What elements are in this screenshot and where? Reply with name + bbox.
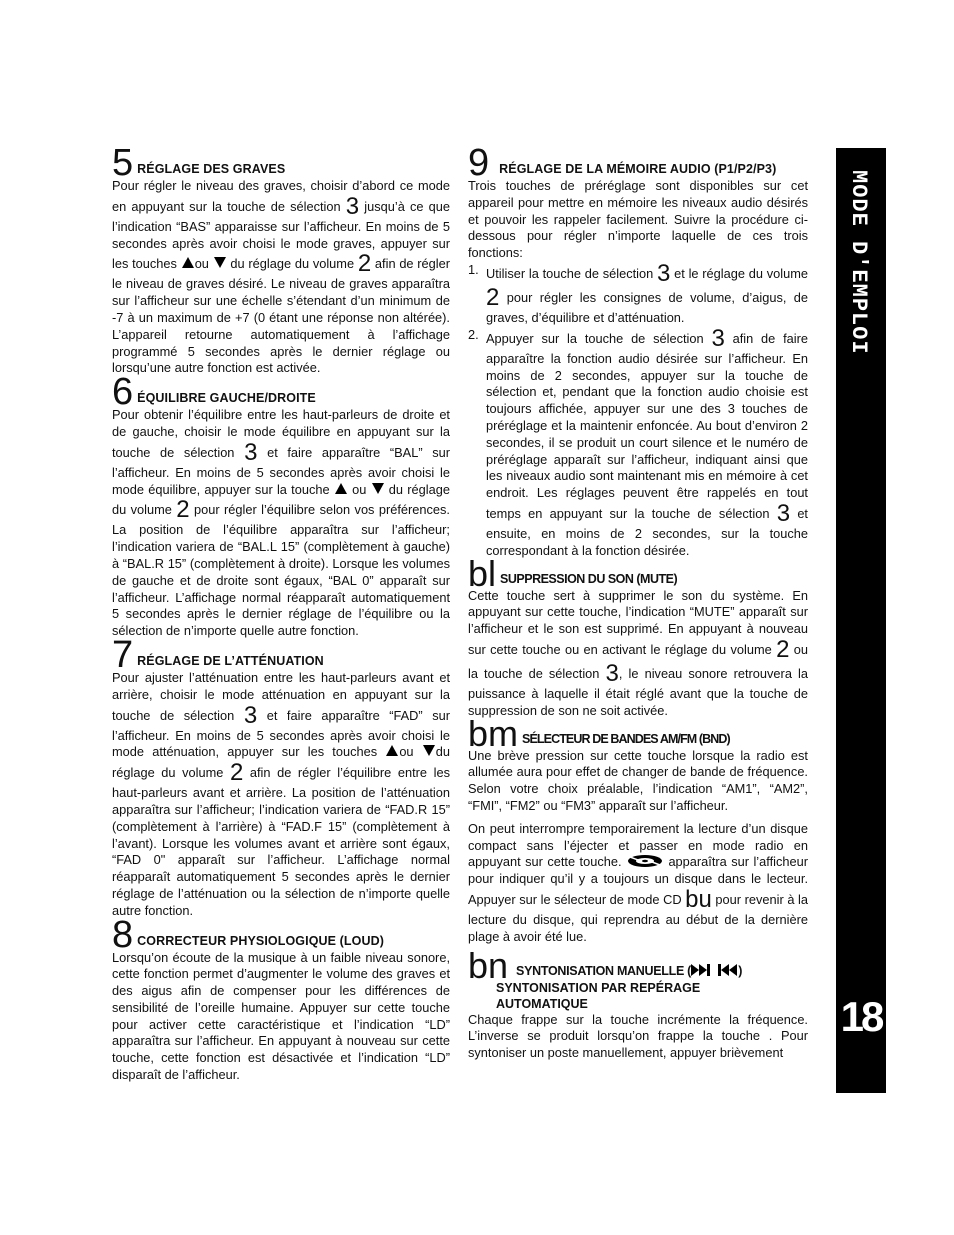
select-key-ref: 3: [657, 259, 671, 287]
volume-key-ref: 2: [486, 283, 500, 311]
section-body: Pour obtenir l’équilibre entre les haut-parleurs de droite et de gauche, choisir le mode équilibre en appuyant sur la touche de sélection 3 et faire apparaître “BAL” sur l’afficheur. En moins de 5 secondes après avoir choisi le mode équilibre, appuyer sur la touche ou du réglage du volume 2 pour régler l’équilibre selon vos préférences. La position de l’équilibre apparaîtra sur l’afficheur; l’indication variera de “BAL.L 15” (complètement à gauche) à “BAL.R 15” (complètement à droite). Lorsque les volumes de gauche et de droite sont égaux, “BAL 0” apparaît sur l’afficheur. L’affichage normal réapparaît automatiquement 5 secondes après le dernier réglage de l’équilibre ou la sélection de n’importe quelle autre fonction.: [112, 407, 450, 639]
section-body: On peut interrompre temporairement la lecture d’un disque compact sans l’éjecter et passer en mode radio en appuyant sur cette touche. apparaîtra sur l’afficheur pour indiquer qu’il y a toujours un disque dans le lecteur. Appuyer sur le sélecteur de mode CD bu pour revenir à la lecture du disque, qui reprendra au début de la dernière plage à avoir été lue.: [468, 820, 808, 944]
list-item: 2. Appuyer sur la touche de sélection 3 afin de faire apparaître la fonction audio désirée sur l’afficheur. En moins de 2 secondes, appuyer sur la touche de sélection et, pendant que la fonction audio choisie est toujours affichée, appuyer sur une des 3 touches de préréglage et la maintenir enfoncée. Au bout d’environ 2 secondes, il se produit un court silence et le numéro de préréglage apparaît sur l’afficheur, indiquant ainsi que les niveaux audio sont maintenant mis en mémoire à cet endroit. Les réglages peuvent être rappelés en tout temps en appuyant sur la touche de sélection 3 et ensuite, en moins de 2 secondes, sur la touche correspondant à la fonction désirée.: [468, 324, 808, 558]
list-item: 1. Utiliser la touche de sélection 3 et le réglage du volume 2 pour régler les consignes de volume, d’aigus, de graves, d’équilibre et d’atténuation.: [468, 259, 808, 325]
section-title: SYNTONISATION MANUELLE ( ): [516, 963, 743, 978]
cd-disc-icon: [626, 854, 664, 868]
triangle-down-icon: [214, 257, 226, 268]
right-column: [468, 142, 808, 1062]
section-bass: [112, 142, 451, 377]
section-title: RÉGLAGE DES GRAVES: [137, 162, 286, 176]
triangle-up-icon: [386, 745, 398, 756]
section-number: bl: [468, 552, 497, 594]
section-body: Pour régler le niveau des graves, choisir d’abord ce mode en appuyant sur la touche de sélection 3 jusqu’à ce que l’indication “BAS” apparaisse sur l’afficheur. En moins de 5 secondes après avoir choisi le mode graves, appuyer sur les touches ou du réglage du volume 2 afin de régler le niveau de graves désiré. Le niveau de graves apparaîtra sur l’afficheur sur une échelle s’étendant d’un minimum de -7 à un maximum de +7 (0 étant une réponse non altérée). L’appareil retourne automatiquement à l’affichage programmé 5 secondes après le dernier réglage ou lorsqu’une autre fonction est activée.: [112, 178, 451, 376]
section-number: bm: [468, 712, 519, 754]
section-number: 5: [112, 142, 134, 184]
side-tab-label: MODE D'EMPLOI: [846, 170, 871, 355]
section-body: Pour ajuster l’atténuation entre les haut-parleurs avant et arrière, choisir le mode atténuation en appuyant sur la touche de sélection 3 et faire apparaître “FAD” sur l’afficheur. En moins de 5 secondes après avoir choisi le mode atténuation, appuyer sur les touches ou du réglage du volume 2 afin de régler l’équilibre entre les haut-parleurs avant et arrière. La position de l’atténuation apparaîtra sur l’afficheur; l’indication variera de “FAD.R 15” (complètement à l’arrière) à “FAD.F 15” (complètement à l’avant). Lorsque les volumes avant et arrière sont égaux, “FAD 0" apparaît sur l’afficheur. L’affichage normal réapparaît automatiquement 5 secondes après le dernier réglage de l’atténuation ou la sélection de n’importe quelle autre fonction.: [112, 669, 450, 918]
section-subtitle: SYNTONISATION PAR REPÉRAGE: [496, 980, 701, 995]
section-fader: [112, 633, 450, 920]
left-column: [112, 142, 451, 1084]
section-tuning: [468, 944, 808, 1062]
section-number: 8: [112, 913, 134, 956]
select-key-ref: 3: [605, 659, 619, 687]
section-balance: [112, 371, 450, 640]
volume-key-ref: 2: [176, 496, 190, 524]
skip-backward-icon: [716, 964, 738, 976]
steps-list: [468, 259, 808, 560]
skip-forward-icon: [691, 964, 713, 976]
select-key-ref: 3: [243, 701, 258, 729]
section-body: Chaque frappe sur la touche incrémente la fréquence. L’inverse se produit lorsqu’on frappe la touche . Pour syntoniser un poste manuellement, appuyer brièvement: [468, 1011, 808, 1061]
section-title: SUPPRESSION DU SON (MUTE): [500, 571, 678, 586]
section-number: bn: [468, 944, 509, 986]
select-key-ref: 3: [776, 499, 791, 527]
triangle-down-icon: [372, 483, 384, 494]
section-body: Cette touche sert à supprimer le son du système. En appuyant sur cette touche, l’indication “MUTE” apparaît sur l’afficheur et le son est supprimé. En appuyant à nouveau sur cette touche ou en activant le réglage du volume 2 ou la touche de sélection 3, le niveau sonore retrouvera la puissance à laquelle il était réglé avant que la touche de suppression de son ne soit activée.: [468, 587, 808, 718]
volume-key-ref: 2: [776, 635, 790, 663]
section-title: CORRECTEUR PHYSIOLOGIQUE (LOUD): [137, 933, 384, 948]
section-mute: [468, 552, 808, 720]
section-subtitle: AUTOMATIQUE: [496, 996, 588, 1011]
section-title: RÉGLAGE DE L’ATTÉNUATION: [137, 653, 324, 668]
volume-key-ref: 2: [357, 250, 372, 278]
section-title: ÉQUILIBRE GAUCHE/DROITE: [137, 391, 316, 406]
volume-key-ref: 2: [229, 759, 244, 787]
section-number: 6: [112, 371, 134, 414]
section-body: Une brève pression sur cette touche lorsque la radio est allumée aura pour effet de changer de bande de fréquence. Selon votre choix préalable, l’indication “AM1”, “AM2”, “FMI”, “FM2” ou “FM3” apparaît sur l’afficheur.: [468, 747, 808, 813]
section-loudness: [112, 913, 450, 1084]
section-number: 9: [468, 142, 490, 184]
section-intro: Trois touches de préréglage sont disponibles sur cet appareil pour mettre en mémoire les niveaux audio désirés et pouvoir les rappeler facilement. Suivre la procédure ci-dessous pour régler n’importe laquelle de ces trois fonctions:: [468, 178, 808, 261]
section-audio-memory: [468, 142, 808, 560]
cd-mode-key-ref: bu: [685, 885, 712, 913]
section-title: RÉGLAGE DE LA MÉMOIRE AUDIO (P1/P2/P3): [499, 162, 777, 176]
page-number: 18: [840, 993, 882, 1040]
section-title: SÉLECTEUR DE BANDES AM/FM (BND): [522, 731, 730, 746]
select-key-ref: 3: [711, 324, 725, 352]
triangle-down-icon: [423, 745, 435, 756]
section-number: 7: [112, 633, 134, 676]
triangle-up-icon: [335, 483, 347, 494]
triangle-up-icon: [182, 257, 194, 268]
section-band: [468, 712, 808, 946]
section-body: Lorsqu’on écoute de la musique à un faible niveau sonore, cette fonction permet d’augmenter le volume des graves et des aigus afin de compenser pour les différences de sensibilité de l’oreille humaine. Appuyer sur cette touche pour activer cette caractéristique et l’indication “LD” apparaîtra sur l’afficheur. En appuyant à nouveau sur cette touche, cette fonction est désactivée et l’indication “LD” disparaît de l’afficheur.: [112, 949, 450, 1083]
select-key-ref: 3: [244, 438, 258, 466]
select-key-ref: 3: [345, 192, 360, 220]
